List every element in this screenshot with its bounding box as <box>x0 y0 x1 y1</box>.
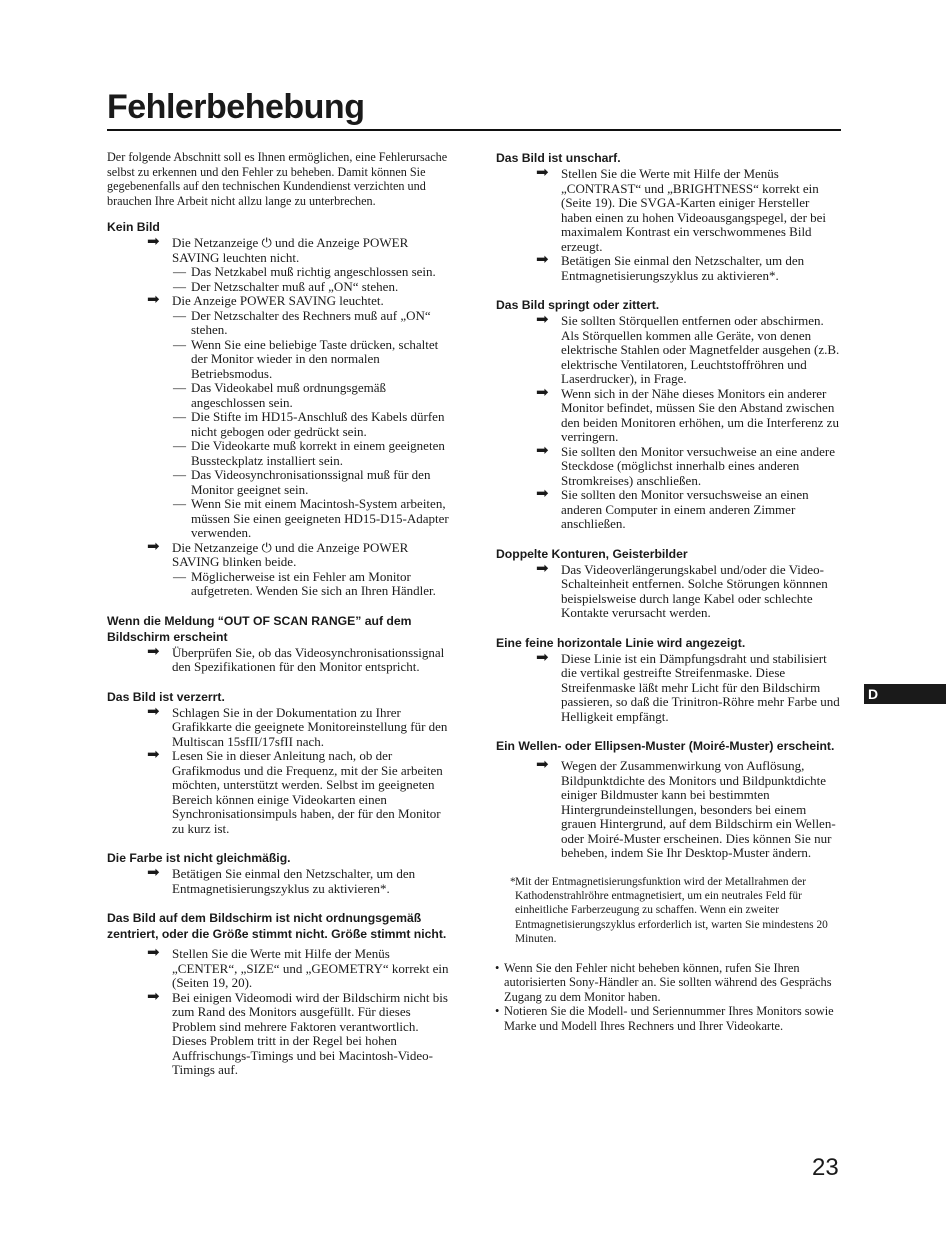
remedy-item: ➡ Die Netzanzeige ⏻ und die Anzeige POWER SAVING blinken beide. <box>147 538 409 570</box>
sub-item: — Das Videosynchronisationssignal muß für den Monitor geeignet sein. <box>173 467 431 497</box>
remedy-item: ➡ Stellen Sie die Werte mit Hilfe der Menüs „CONTRAST“ und „BRIGHTNESS“ korrekt ein (Seite 19). Die SVGA-Karten einiger Hersteller haben einen zu hohen Videoausgangspegel, der bei maximalem Kontrast ein verschwommenes Bild erzeugt. <box>536 165 827 254</box>
section-verzerrt <box>107 689 449 837</box>
asterisk-icon: * <box>510 875 516 888</box>
remedy-item: ➡ Bei einigen Videomodi wird der Bildschirm nicht bis zum Rand des Monitors ausgefüllt. Für dieses Problem sind mehrere Faktoren verantwortlich. Dieses Problem tritt in der Regel bei hohen Auffrischungs-Timings und bei Macintosh-Video-Timings auf. <box>147 988 448 1078</box>
arrow-icon: ➡ <box>147 747 160 764</box>
remedy-item: ➡ Wenn sich in der Nähe dieses Monitors ein anderer Monitor befindet, müssen Sie den Abstand zwischen den beiden Monitoren erhöhen, um die Interferenz zu verringern. <box>536 384 839 444</box>
dash-icon: — <box>173 409 186 425</box>
language-tab: D <box>864 684 946 704</box>
dash-icon: — <box>173 264 186 280</box>
arrow-icon: ➡ <box>536 252 549 268</box>
remedy-item: ➡ Die Netzanzeige ⏻ und die Anzeige POWER SAVING leuchten nicht. <box>147 234 409 265</box>
arrow-icon: ➡ <box>536 486 549 502</box>
arrow-icon: ➡ <box>536 560 549 577</box>
remedy-item: ➡ Betätigen Sie einmal den Netzschalter, um den Entmagnetisierungszyklus zu aktivieren*. <box>536 252 805 283</box>
section-heading: Das Bild ist unscharf. <box>496 151 621 165</box>
remedy-item: ➡ Schlagen Sie in der Dokumentation zu Ihrer Grafikkarte die geeignete Monitoreinstellung für den Multiscan 15sfII/17sfII nach. <box>147 703 448 749</box>
section-heading: Das Bild ist verzerrt. <box>107 689 225 704</box>
bullet-icon: • <box>495 1004 500 1019</box>
section-zentriert <box>107 910 449 1078</box>
arrow-icon: ➡ <box>536 384 549 401</box>
remedy-item: ➡ Wegen der Zusammenwirkung von Auflösung, Bildpunktdichte des Monitors und Bildpunktdichte einiger Bildmuster kann bei bestimmten Hintergrundeinstellungen, besonders bei einem grauen Hintergrund, auf dem Bildschirm ein Wellen- oder Moiré-Muster erscheinen. Dies können Sie nur beheben, indem Sie Ihr Desktop-Muster ändern. <box>536 757 836 860</box>
section-konturen <box>496 546 841 621</box>
remedy-item: ➡ Die Anzeige POWER SAVING leuchtet. <box>147 292 384 309</box>
bullet-item: • Notieren Sie die Modell- und Seriennummer Ihres Monitors sowie Marke und Modell Ihres Rechners und Ihrer Videokarte. <box>495 1004 834 1033</box>
sub-item: — Möglicherweise ist ein Fehler am Monitor aufgetreten. Wenden Sie sich an Ihren Händler. <box>173 568 436 599</box>
arrow-icon: ➡ <box>147 945 160 962</box>
sub-item: — Die Stifte im HD15-Anschluß des Kabels dürfen nicht gebogen oder gedrückt sein. <box>173 409 445 439</box>
arrow-icon: ➡ <box>147 234 160 251</box>
section-heading: Eine feine horizontale Linie wird angezeigt. <box>496 635 746 650</box>
page-number: 23 <box>812 1154 839 1181</box>
arrow-icon: ➡ <box>536 649 549 666</box>
footnote: * Mit der Entmagnetisierungsfunktion wird der Metallrahmen der Kathodenstrahlröhre entmagnetisiert, um ein neutrales Feld für einheitliche Farberzeugung zu schaffen. Wenn ein zweiter Entmagnetisierungszyklus erforderlich ist, warten Sie mindestens 20 Minuten. <box>510 875 828 946</box>
section-unscharf <box>496 150 841 283</box>
bullet-item: • Wenn Sie den Fehler nicht beheben können, rufen Sie Ihren autorisierten Sony-Händler an. Sie sollten während des Gesprächs Zugang zu dem Monitor haben. <box>495 960 832 1004</box>
dash-icon: — <box>173 380 186 396</box>
bullet-icon: • <box>495 960 500 975</box>
remedy-item: ➡ Sie sollten den Monitor versuchweise an eine andere Steckdose (möglichst innerhalb eines anderen Stromkreises) anschließen. <box>536 442 835 488</box>
dash-icon: — <box>173 438 186 454</box>
arrow-icon: ➡ <box>147 643 160 660</box>
arrow-icon: ➡ <box>147 538 160 555</box>
remedy-item: ➡ Überprüfen Sie, ob das Videosynchronisationssignal den Spezifikationen für den Monitor entspricht. <box>147 643 445 675</box>
section-farbe <box>107 850 449 896</box>
title-rule <box>107 129 841 131</box>
remedy-item: ➡ Lesen Sie in dieser Anleitung nach, ob der Grafikmodus und die Frequenz, mit der Sie arbeiten möchten, unterstützt werden. Selbst im geeigneten Bereich können einige Videokarten einen Synchronisationsimpuls haben, der für den Monitor zu kurz ist. <box>147 747 443 836</box>
arrow-icon: ➡ <box>536 757 549 773</box>
dash-icon: — <box>173 496 186 512</box>
sub-item: — Der Netzschalter des Rechners muß auf „ON“ stehen. <box>173 307 431 338</box>
section-heading: Das Bild springt oder zittert. <box>496 298 660 312</box>
arrow-icon: ➡ <box>536 442 549 459</box>
sub-item: — Wenn Sie eine beliebige Taste drücken, schaltet der Monitor wieder in den normalen Betriebsmodus. <box>173 336 439 381</box>
dash-icon: — <box>173 568 186 584</box>
page-title: Fehlerbehebung <box>107 88 365 126</box>
sub-item: — Das Netzkabel muß richtig angeschlossen sein. <box>173 264 436 280</box>
left-column <box>107 150 449 1078</box>
section-heading: Doppelte Konturen, Geisterbilder <box>496 546 688 561</box>
section-moire <box>496 738 841 861</box>
dash-icon: — <box>173 307 186 323</box>
remedy-item: ➡ Sie sollten Störquellen entfernen oder abschirmen. Als Störquellen kommen alle Geräte, von denen elektrische Stahlen oder Magnetfelder ausgehen (z.B. elektrische Ventilatoren, Leuchtstoffröhren und Laserdrucker), in Frage. <box>536 312 840 386</box>
sub-item: — Die Videokarte muß korrekt in einem geeigneten Bussteckplatz installiert sein. <box>173 438 445 468</box>
arrow-icon: ➡ <box>147 292 160 309</box>
section-heading: Wenn die Meldung “OUT OF SCAN RANGE” auf dem Bildschirm erscheint <box>107 613 412 644</box>
section-out-of-scan <box>107 613 449 675</box>
remedy-item: ➡ Das Videoverlängerungskabel und/oder die Video-Schalteinheit entfernen. Solche Störungen könnnen beispielsweise durch lange Kabel oder schlechte Kontakte verursacht werden. <box>536 560 828 620</box>
remedy-item: ➡ Sie sollten den Monitor versuchsweise an einen anderen Computer in einem anderen Zimmer anschließen. <box>536 486 809 531</box>
section-heading: Ein Wellen- oder Ellipsen-Muster (Moiré-Muster) erscheint. <box>496 739 835 753</box>
remedy-item: ➡ Diese Linie ist ein Dämpfungsdraht und stabilisiert die vertikal gestreifte Streifenmaske. Diese Streifenmaske läßt mehr Licht für den Bildschirm passieren, so daß die Trinitron-Röhre mehr Farbe und Helligkeit empfängt. <box>536 649 840 724</box>
sub-item: — Wenn Sie mit einem Macintosh-System arbeiten, müssen Sie einen geeigneten HD15-D15-Adapter verwenden. <box>173 496 449 541</box>
section-linie <box>496 635 841 725</box>
arrow-icon: ➡ <box>147 703 160 720</box>
sub-item: — Der Netzschalter muß auf „ON“ stehen. <box>173 278 399 294</box>
arrow-icon: ➡ <box>147 865 160 882</box>
dash-icon: — <box>173 467 186 483</box>
sub-item: — Das Videokabel muß ordnungsgemäß angeschlossen sein. <box>173 380 387 410</box>
section-springt <box>496 297 841 532</box>
dash-icon: — <box>173 278 186 294</box>
arrow-icon: ➡ <box>536 165 549 181</box>
section-heading: Das Bild auf dem Bildschirm ist nicht ordnungsgemäß zentriert, oder die Größe stimmt nicht. Größe stimmt nicht. <box>107 911 447 942</box>
section-heading: Kein Bild <box>107 220 160 235</box>
dash-icon: — <box>173 336 186 352</box>
section-kein-bild <box>107 219 449 599</box>
remedy-item: ➡ Stellen Sie die Werte mit Hilfe der Menüs „CENTER“, „SIZE“ und „GEOMETRY“ korrekt ein (Seiten 19, 20). <box>147 945 449 991</box>
intro-paragraph: Der folgende Abschnitt soll es Ihnen ermöglichen, eine Fehlerursache selbst zu erkennen und den Fehler zu beheben. Damit können Sie gegebenenfalls auf den technischen Kundendienst verzichten und brauchen Ihre Arbeit nicht allzu lange zu unterbrechen. <box>107 150 448 208</box>
remedy-item: ➡ Betätigen Sie einmal den Netzschalter, um den Entmagnetisierungszyklus zu aktivieren*. <box>147 865 416 896</box>
section-heading: Die Farbe ist nicht gleichmäßig. <box>107 851 291 866</box>
right-column <box>496 150 841 1033</box>
arrow-icon: ➡ <box>536 312 549 328</box>
arrow-icon: ➡ <box>147 988 160 1005</box>
